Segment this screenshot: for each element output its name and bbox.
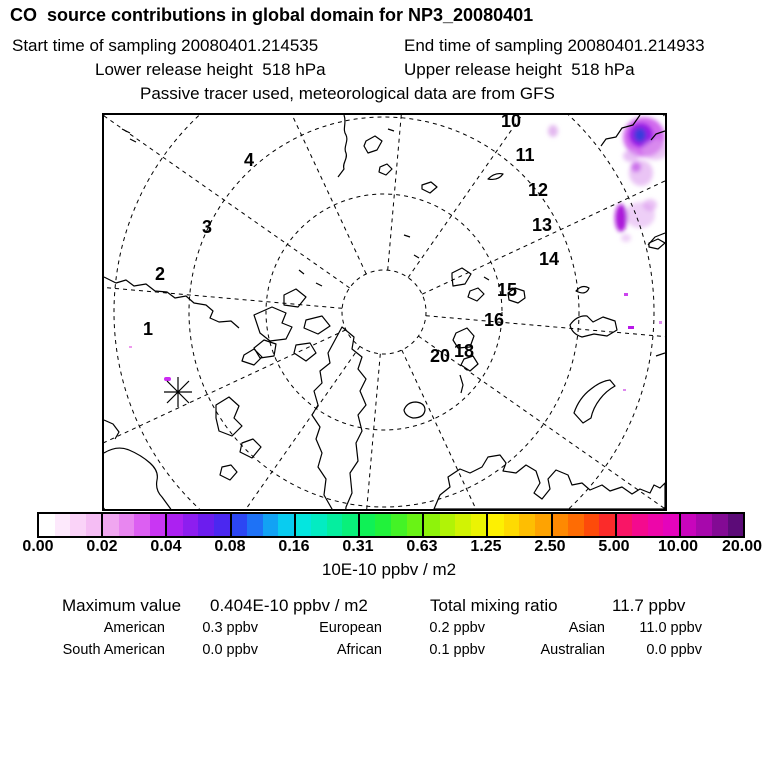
- colorbar-tick-label: 0.00: [22, 538, 54, 555]
- colorbar-tick-label: 0.16: [278, 538, 310, 555]
- contribution-label: African: [336, 642, 382, 658]
- track-point-label: 16: [483, 310, 505, 330]
- colorbar-tick-label: 20.00: [721, 538, 763, 555]
- colorbar-tick-label: 1.25: [470, 538, 502, 555]
- contribution-value: 11.0 ppbv: [639, 620, 702, 636]
- release-marker-icon: [164, 377, 192, 407]
- max-value-label: Maximum value: [62, 596, 182, 615]
- colorbar-cell: [471, 514, 487, 536]
- contribution-label: Australian: [540, 642, 605, 658]
- contribution-value: 0.0 ppbv: [202, 642, 258, 658]
- contribution-value: 0.3 ppbv: [202, 620, 258, 636]
- coastlines: [104, 115, 665, 509]
- colorbar-cell: [712, 514, 728, 536]
- tracer-note-text: Passive tracer used, meteorological data are from GFS: [140, 84, 555, 103]
- colorbar-cell: [358, 514, 376, 536]
- concentration-plumes: [548, 117, 665, 242]
- polar-map: [102, 113, 667, 511]
- colorbar-cell: [134, 514, 150, 536]
- track-point-label: 15: [496, 280, 518, 300]
- track-point-label: 20: [429, 346, 451, 366]
- colorbar-cell: [599, 514, 615, 536]
- track-point-label: 13: [531, 215, 553, 235]
- contribution-label: Asian: [568, 620, 605, 636]
- track-point-label: 10: [500, 113, 522, 131]
- colorbar-cell: [440, 514, 456, 536]
- colorbar-cell: [728, 514, 744, 536]
- colorbar-cell: [615, 514, 633, 536]
- colorbar-cell: [311, 514, 327, 536]
- colorbar-tick-label: 2.50: [534, 538, 566, 555]
- colorbar-cell: [535, 514, 551, 536]
- colorbar-cell: [183, 514, 199, 536]
- track-point-label: 4: [243, 150, 255, 170]
- start-time-text: Start time of sampling 20080401.214535: [12, 36, 319, 55]
- mixing-ratio-value: 11.7 ppbv: [612, 596, 686, 615]
- colorbar: [37, 512, 745, 538]
- colorbar-cell: [486, 514, 504, 536]
- colorbar-cell: [568, 514, 584, 536]
- colorbar-tick-label: 0.63: [406, 538, 438, 555]
- colorbar-cell: [294, 514, 312, 536]
- colorbar-cell: [696, 514, 712, 536]
- colorbar-tick-label: 0.04: [150, 538, 182, 555]
- mixing-ratio-label: Total mixing ratio: [430, 596, 558, 615]
- colorbar-cell: [55, 514, 71, 536]
- contribution-label: South American: [62, 642, 165, 658]
- plot-title: CO source contributions in global domain for NP3_20080401: [10, 5, 534, 25]
- colorbar-cell: [165, 514, 183, 536]
- max-value-text: 0.404E-10 ppbv / m2: [210, 596, 368, 615]
- colorbar-cell: [230, 514, 248, 536]
- colorbar-cell: [86, 514, 102, 536]
- lower-release-text: Lower release height 518 hPa: [95, 60, 326, 79]
- track-point-label: 2: [154, 264, 166, 284]
- colorbar-unit-label: 10E-10 ppbv / m2: [321, 560, 457, 579]
- track-point-label: 14: [538, 249, 560, 269]
- colorbar-cell: [519, 514, 535, 536]
- colorbar-cell: [391, 514, 407, 536]
- contribution-label: European: [319, 620, 382, 636]
- colorbar-cell: [584, 514, 600, 536]
- colorbar-cell: [101, 514, 119, 536]
- track-point-label: 12: [527, 180, 549, 200]
- colorbar-cell: [247, 514, 263, 536]
- colorbar-cell: [648, 514, 664, 536]
- colorbar-cell: [632, 514, 648, 536]
- colorbar-cell: [119, 514, 135, 536]
- colorbar-cell: [375, 514, 391, 536]
- colorbar-tick-label: 10.00: [657, 538, 699, 555]
- colorbar-cell: [198, 514, 214, 536]
- colorbar-cell: [342, 514, 358, 536]
- colorbar-cell: [504, 514, 520, 536]
- track-point-label: 11: [515, 145, 535, 165]
- track-point-label: 3: [201, 217, 213, 237]
- contribution-value: 0.1 ppbv: [429, 642, 485, 658]
- colorbar-cell: [150, 514, 166, 536]
- colorbar-cell: [422, 514, 440, 536]
- colorbar-tick-label: 0.08: [214, 538, 246, 555]
- colorbar-tick-label: 5.00: [598, 538, 630, 555]
- contribution-value: 0.2 ppbv: [429, 620, 485, 636]
- colorbar-cell: [263, 514, 279, 536]
- colorbar-cell: [39, 514, 55, 536]
- colorbar-cell: [70, 514, 86, 536]
- colorbar-cell: [278, 514, 294, 536]
- end-time-text: End time of sampling 20080401.214933: [404, 36, 705, 55]
- track-point-label: 18: [453, 341, 475, 361]
- colorbar-cell: [407, 514, 423, 536]
- colorbar-cell: [551, 514, 569, 536]
- colorbar-tick-label: 0.02: [86, 538, 118, 555]
- colorbar-cell: [455, 514, 471, 536]
- contribution-label: American: [103, 620, 165, 636]
- track-point-label: 1: [142, 319, 154, 339]
- colorbar-tick-label: 0.31: [342, 538, 374, 555]
- colorbar-cell: [214, 514, 230, 536]
- contribution-value: 0.0 ppbv: [646, 642, 702, 658]
- colorbar-cell: [679, 514, 697, 536]
- colorbar-cell: [663, 514, 679, 536]
- colorbar-cell: [327, 514, 343, 536]
- upper-release-text: Upper release height 518 hPa: [404, 60, 635, 79]
- map-drawing: [104, 115, 665, 509]
